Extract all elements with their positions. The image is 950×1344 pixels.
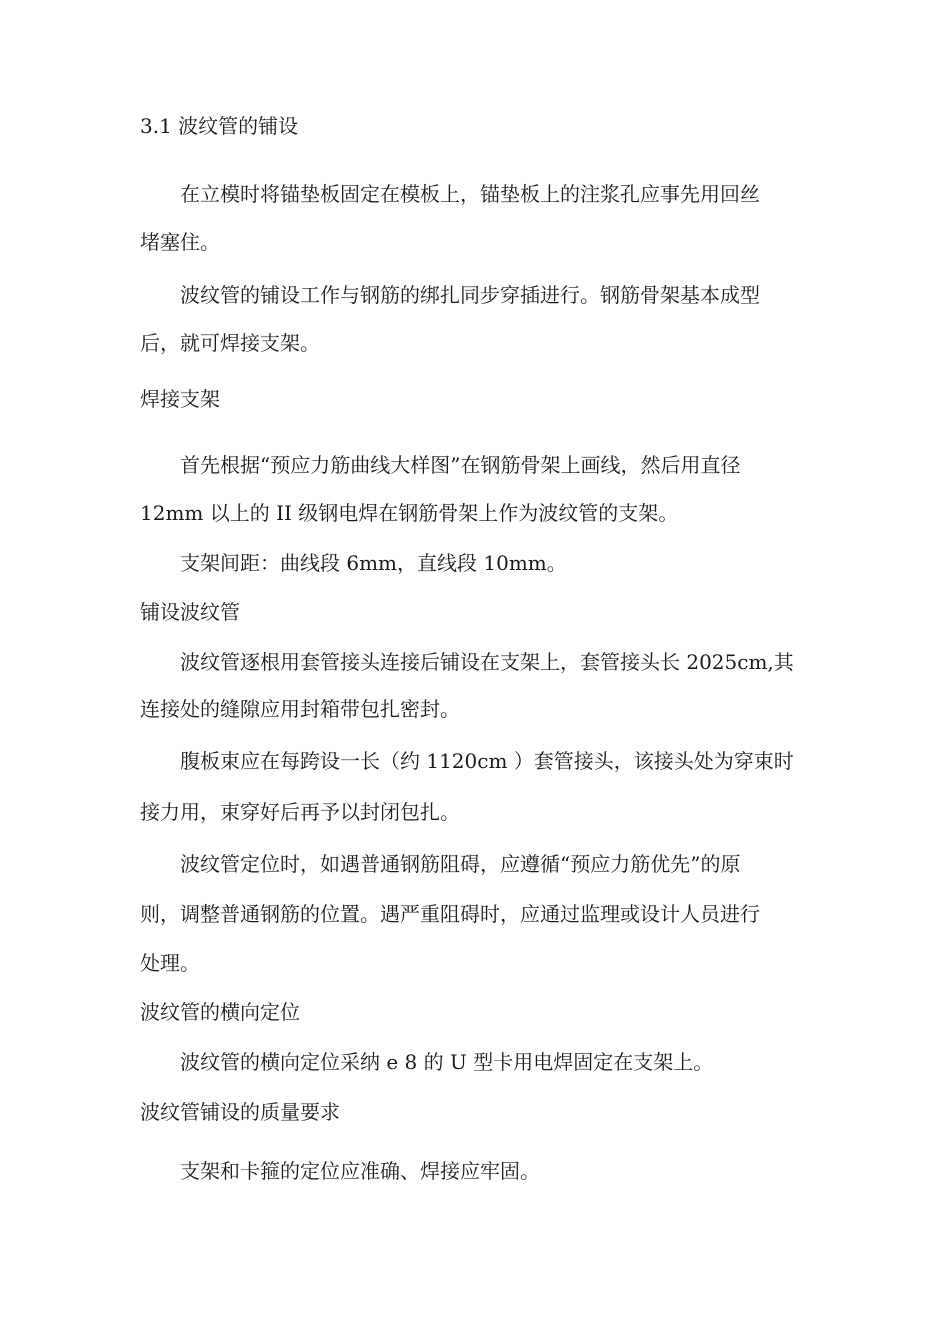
paragraph-u-clamp: 波纹管的横向定位采纳 e 8 的 U 型卡用电焊固定在支架上。 xyxy=(180,1050,714,1074)
paragraph-positioning-line-1: 波纹管定位时，如遇普通钢筋阻碍，应遵循“预应力筋优先”的原 xyxy=(180,852,741,876)
paragraph-web-tendon-line-2: 接力用，束穿好后再予以封闭包扎。 xyxy=(140,800,460,824)
paragraph-support-spacing: 支架间距：曲线段 6mm，直线段 10mm。 xyxy=(180,551,567,575)
paragraph-positioning-line-2: 则，调整普通钢筋的位置。遇严重阻碍时，应通过监理或设计人员进行 xyxy=(140,902,760,926)
paragraph-duct-laying-line-1: 波纹管的铺设工作与钢筋的绑扎同步穿插进行。钢筋骨架基本成型 xyxy=(180,283,760,307)
paragraph-anchor-plate-line-2: 堵塞住。 xyxy=(140,230,220,254)
paragraph-positioning-line-3: 处理。 xyxy=(140,951,200,975)
subheading-quality-requirements: 波纹管铺设的质量要求 xyxy=(140,1100,340,1124)
paragraph-welding-line-1: 首先根据“预应力筋曲线大样图”在钢筋骨架上画线，然后用直径 xyxy=(180,453,741,477)
paragraph-coupling-line-2: 连接处的缝隙应用封箱带包扎密封。 xyxy=(140,697,460,721)
paragraph-web-tendon-line-1: 腹板束应在每跨设一长（约 1120cm ）套管接头，该接头处为穿束时 xyxy=(180,749,794,773)
paragraph-coupling-line-1: 波纹管逐根用套管接头连接后铺设在支架上，套管接头长 2025cm,其 xyxy=(180,650,794,674)
subheading-welding-support: 焊接支架 xyxy=(140,387,220,411)
subheading-laying-duct: 铺设波纹管 xyxy=(140,600,240,624)
section-heading-3-1: 3.1 波纹管的铺设 xyxy=(140,114,299,138)
paragraph-welding-line-2: 12mm 以上的 II 级钢电焊在钢筋骨架上作为波纹管的支架。 xyxy=(140,501,679,525)
paragraph-quality-requirement: 支架和卡箍的定位应准确、焊接应牢固。 xyxy=(180,1159,540,1183)
paragraph-anchor-plate-line-1: 在立模时将锚垫板固定在模板上，锚垫板上的注浆孔应事先用回丝 xyxy=(180,182,760,206)
subheading-lateral-positioning: 波纹管的横向定位 xyxy=(140,1000,300,1024)
paragraph-duct-laying-line-2: 后，就可焊接支架。 xyxy=(140,331,320,355)
